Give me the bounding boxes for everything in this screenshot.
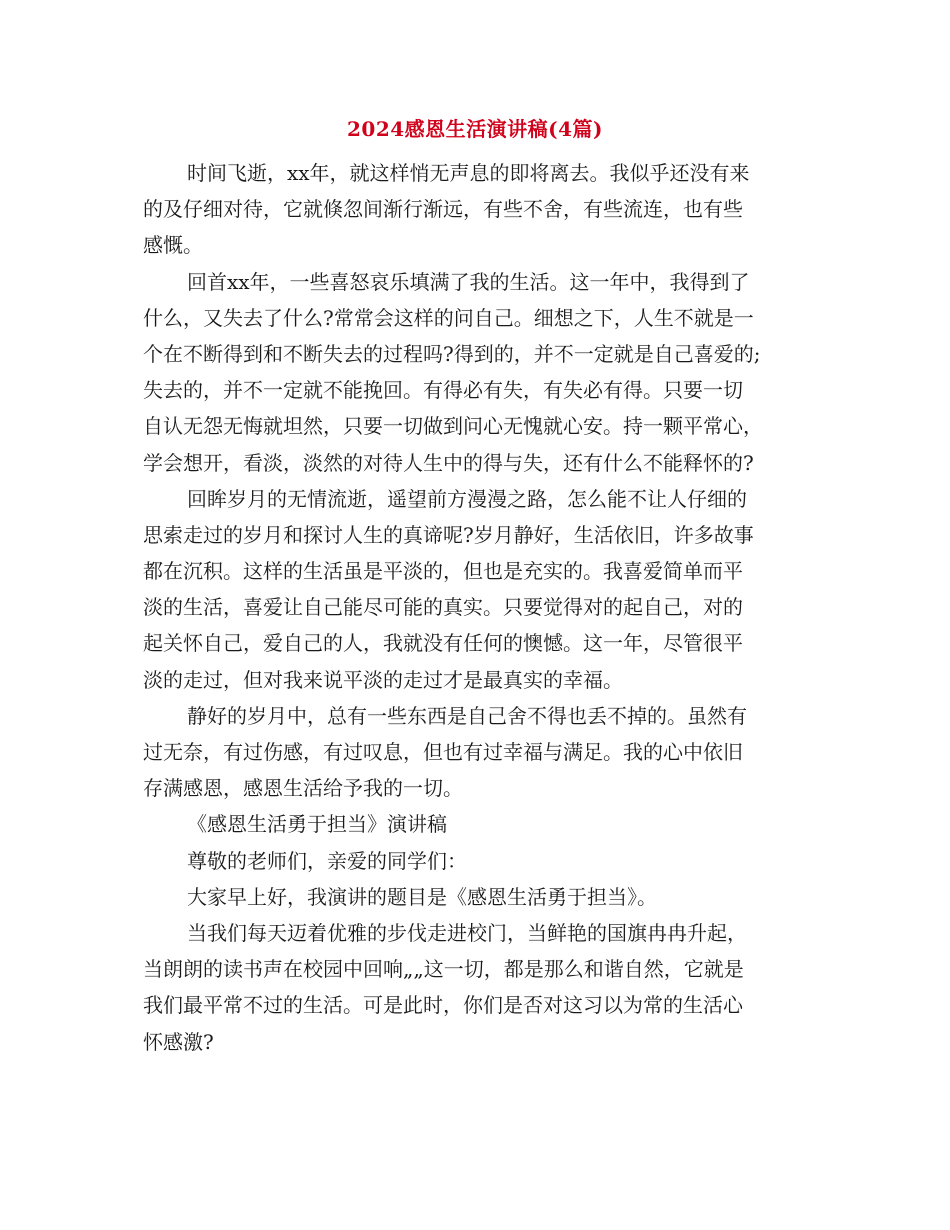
text-line: 淡的生活，喜爱让自己能尽可能的真实。只要觉得对的起自己，对的 [143,595,743,620]
text-line: 淡的走过，但对我来说平淡的走过才是最真实的幸福。 [143,667,623,692]
text-line: 回眸岁月的无情流逝，遥望前方漫漫之路，怎么能不让人仔细的 [187,486,747,511]
text-line: 起关怀自己，爱自己的人，我就没有任何的懊憾。这一年，尽管很平 [143,631,743,656]
text-line: 当朗朗的读书声在校园中回响„„这一切，都是那么和谐自然，它就是 [143,957,744,982]
text-line: 什么，又失去了什么?常常会这样的问自己。细想之下，人生不就是一 [143,305,754,330]
text-line: 静好的岁月中，总有一些东西是自己舍不得也丢不掉的。虽然有 [187,703,747,728]
text-line: 我们最平常不过的生活。可是此时，你们是否对这习以为常的生活心 [143,993,743,1018]
text-line: 感慨。 [143,233,203,258]
text-line: 怀感激? [143,1029,214,1054]
text-line: 个在不断得到和不断失去的过程吗?得到的，并不一定就是自己喜爱的; [143,341,761,366]
text-line: 时间飞逝，xx年，就这样悄无声息的即将离去。我似乎还没有来 [187,161,750,185]
text-line: 大家早上好，我演讲的题目是《感恩生活勇于担当》。 [187,884,657,909]
text-line: 思索走过的岁月和探讨人生的真谛呢?岁月静好，生活依旧，许多故事 [143,522,754,547]
text-line: 过无奈，有过伤感，有过叹息，但也有过幸福与满足。我的心中依旧 [143,740,743,764]
text-line: 《感恩生活勇于担当》演讲稿 [187,812,447,837]
text-line: 的及仔细对待，它就倏忽间渐行渐远，有些不舍，有些流连，也有些 [143,197,743,222]
text-line: 学会想开，看淡，淡然的对待人生中的得与失，还有什么不能释怀的? [143,450,754,475]
document-title: 2024感恩生活演讲稿(4篇) [346,117,603,141]
text-line: 存满感恩，感恩生活给予我的一切。 [143,776,463,801]
text-line: 尊敬的老师们，亲爱的同学们： [187,848,467,873]
text-line: 失去的，并不一定就不能挽回。有得必有失，有失必有得。只要一切 [143,378,743,403]
text-line: 当我们每天迈着优雅的步伐走进校门，当鲜艳的国旗冉冉升起， [187,920,747,945]
text-line: 都在沉积。这样的生活虽是平淡的，但也是充实的。我喜爱简单而平 [143,559,743,584]
document-body [143,155,811,1060]
text-line: 回首xx年，一些喜怒哀乐填满了我的生活。这一年中，我得到了 [187,269,750,294]
text-line: 自认无怨无悔就坦然，只要一切做到问心无愧就心安。持一颗平常心， [143,414,763,439]
